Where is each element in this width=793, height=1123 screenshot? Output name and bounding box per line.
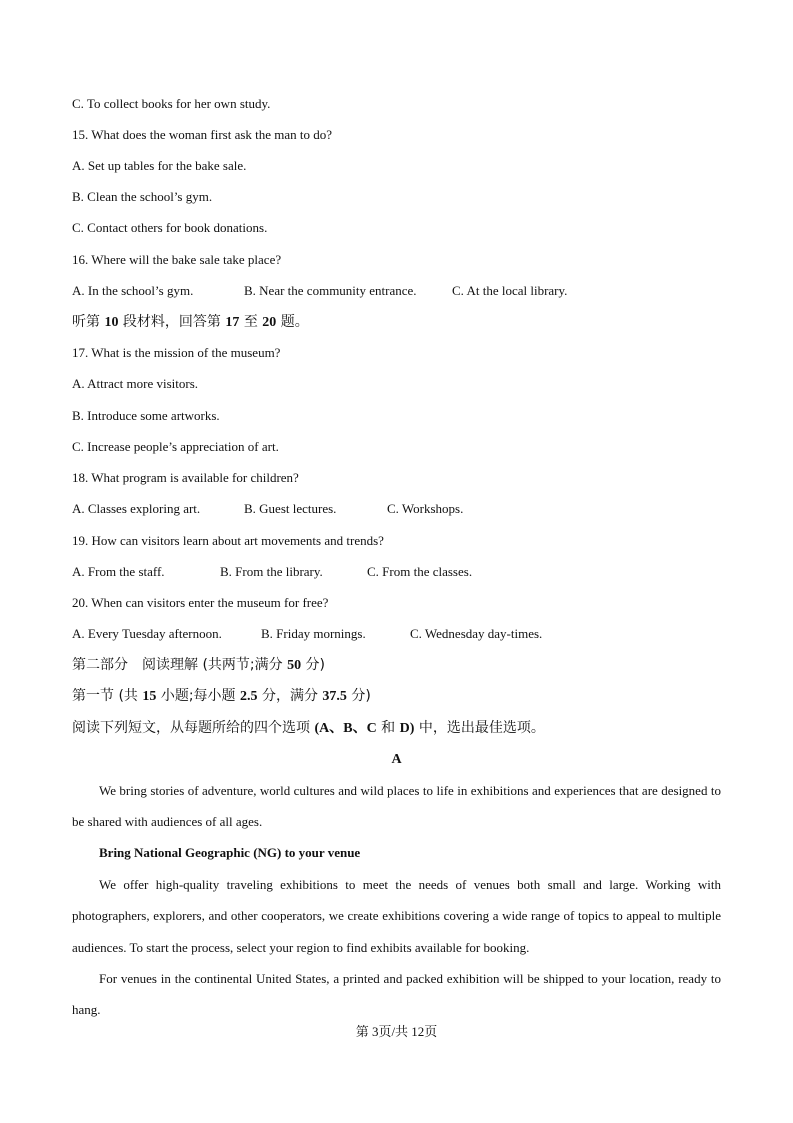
question-17: 17. What is the mission of the museum? bbox=[72, 345, 281, 360]
option-17c: C. Increase people’s appreciation of art. bbox=[72, 439, 279, 454]
question-16: 16. Where will the bake sale take place? bbox=[72, 252, 282, 267]
option-18b: B. Guest lectures. bbox=[244, 501, 337, 516]
reading-instructions: 阅读下列短文，从每题所给的四个选项 (A、B、C 和 D) 中，选出最佳选项。 bbox=[72, 720, 545, 736]
option-15a: A. Set up tables for the bake sale. bbox=[72, 158, 247, 173]
part-2-heading: 第二部分 阅读理解 (共两节;满分 50 分) bbox=[72, 657, 326, 673]
passage-letter: A bbox=[391, 752, 402, 767]
option-16a: A. In the school’s gym. bbox=[72, 283, 194, 298]
option-19c: C. From the classes. bbox=[367, 564, 473, 579]
option-17a: A. Attract more visitors. bbox=[72, 376, 199, 391]
option-19a: A. From the staff. bbox=[72, 564, 165, 579]
option-16b: B. Near the community entrance. bbox=[244, 283, 417, 298]
option-18c: C. Workshops. bbox=[387, 501, 464, 516]
passage-paragraph-1: We bring stories of adventure, world cultures and wild places to life in exhibitions and experiences that are designed to be shared with audiences of all ages. bbox=[72, 783, 721, 830]
option-18a: A. Classes exploring art. bbox=[72, 501, 201, 516]
option-15b: B. Clean the school’s gym. bbox=[72, 189, 213, 204]
option-16c: C. At the local library. bbox=[452, 283, 568, 298]
question-15: 15. What does the woman first ask the man to do? bbox=[72, 127, 333, 142]
option-20c: C. Wednesday day-times. bbox=[410, 626, 543, 641]
option-20b: B. Friday mornings. bbox=[261, 626, 366, 641]
option-20a: A. Every Tuesday afternoon. bbox=[72, 626, 222, 641]
passage-paragraph-3: For venues in the continental United States, a printed and packed exhibition will be shipped to your location, ready to hang. bbox=[72, 971, 721, 1018]
option-14c: C. To collect books for her own study. bbox=[72, 96, 271, 111]
option-15c: C. Contact others for book donations. bbox=[72, 220, 268, 235]
section-10-heading: 听第 10 段材料，回答第 17 至 20 题。 bbox=[72, 314, 309, 330]
question-20: 20. When can visitors enter the museum for free? bbox=[72, 595, 329, 610]
question-18: 18. What program is available for children? bbox=[72, 470, 299, 485]
option-19b: B. From the library. bbox=[220, 564, 323, 579]
section-1-heading: 第一节 (共 15 小题;每小题 2.5 分，满分 37.5 分) bbox=[72, 688, 371, 704]
page-number: 第 3页/共 12页 bbox=[355, 1024, 438, 1039]
passage-paragraph-2: We offer high-quality traveling exhibitions to meet the needs of venues both small and large. Working with photographers, explorers, and other cooperators, we create exhibitions covering a wide range of topics to appeal to multiple audiences. To start the process, select your region to find exhibits available for booking. bbox=[72, 877, 721, 955]
passage-heading: Bring National Geographic (NG) to your venue bbox=[99, 845, 361, 860]
question-19: 19. How can visitors learn about art movements and trends? bbox=[72, 533, 384, 548]
option-17b: B. Introduce some artworks. bbox=[72, 408, 220, 423]
